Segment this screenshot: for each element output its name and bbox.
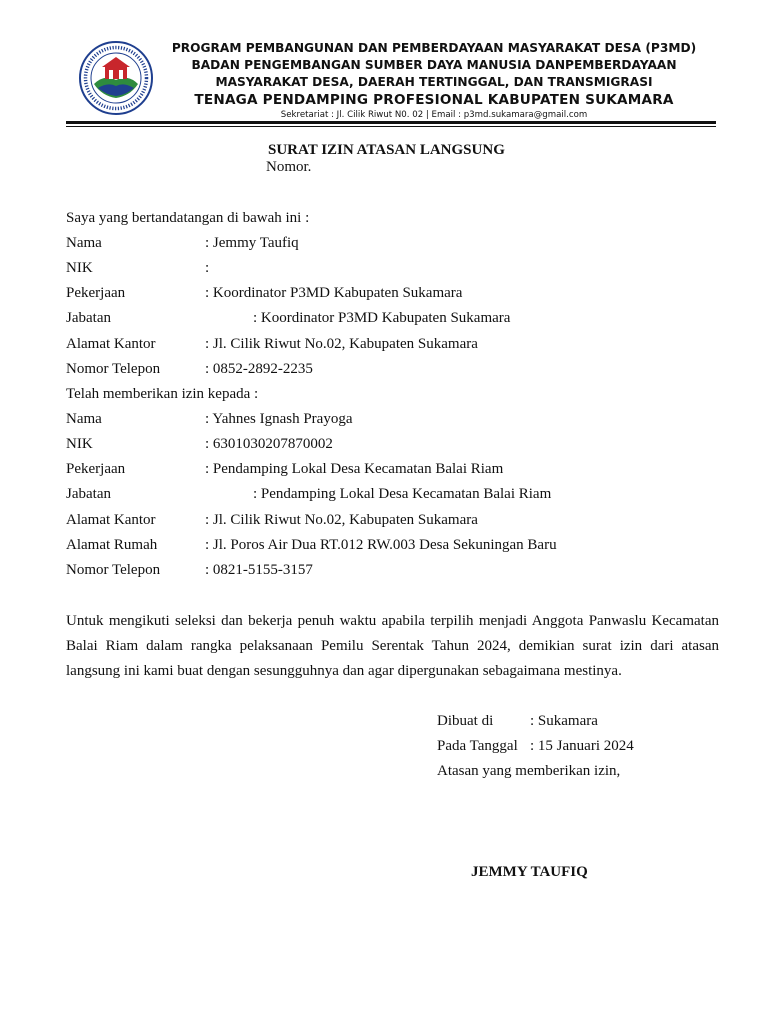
letterhead-text — [152, 40, 716, 121]
grantor-nik-label: NIK — [66, 260, 93, 276]
date-label: Pada Tanggal — [437, 738, 518, 754]
grantor-position-label: Jabatan — [66, 310, 111, 326]
letterhead-line-program: PROGRAM PEMBANGUNAN DAN PEMBERDAYAAN MASYARAKAT DESA (P3MD) — [171, 41, 697, 55]
grantee-nik-value: : 6301030207870002 — [205, 436, 333, 452]
place-value: : Sukamara — [530, 713, 598, 729]
closing-text: Atasan yang memberikan izin, — [437, 763, 621, 779]
grant-intro-text: Telah memberikan izin kepada : — [66, 386, 259, 402]
grantee-name-label: Nama — [66, 411, 102, 427]
grantor-name-label: Nama — [66, 235, 102, 251]
intro-text: Saya yang bertandatangan di bawah ini : — [66, 210, 310, 226]
grantee-name-value: : Yahnes Ignash Prayoga — [205, 411, 353, 427]
grantee-nik-label: NIK — [66, 436, 93, 452]
grantee-office-label: Alamat Kantor — [66, 512, 156, 528]
letterhead-line-address: Sekretariat : Jl. Cilik Riwut N0. 02 | Email : p3md.sukamara@gmail.com — [280, 110, 588, 120]
grantor-nik-value: : — [205, 260, 210, 276]
grantor-job-label: Pekerjaan — [66, 285, 126, 301]
grantee-position-label: Jabatan — [66, 486, 111, 502]
grantee-job-label: Pekerjaan — [66, 461, 126, 477]
grantor-office-label: Alamat Kantor — [66, 336, 156, 352]
letterhead — [66, 38, 716, 124]
signer-name: JEMMY TAUFIQ — [471, 864, 588, 880]
place-label: Dibuat di — [437, 713, 494, 729]
ministry-emblem-icon — [78, 40, 154, 116]
letterhead-rule-thin — [66, 126, 716, 127]
grantee-phone-value: : 0821-5155-3157 — [205, 562, 313, 578]
document-title: SURAT IZIN ATASAN LANGSUNG — [268, 142, 505, 158]
grantor-phone-label: Nomor Telepon — [66, 361, 161, 377]
grantee-home-value: : Jl. Poros Air Dua RT.012 RW.003 Desa Sekuningan Baru — [205, 537, 557, 553]
grantee-home-label: Alamat Rumah — [66, 537, 158, 553]
body-paragraph: Untuk mengikuti seleksi dan bekerja penuh waktu apabila terpilih menjadi Anggota Panwaslu Kecamatan Balai Riam dalam rangka pelaksanaan Pemilu Serentak Tahun 2024, demikian surat izin dari atasan langsung ini kami buat dengan sesungguhnya dan agar dipergunakan sebagaimana mestinya. — [66, 613, 719, 680]
document-number: Nomor. — [266, 159, 312, 175]
letterhead-rule-thick — [66, 121, 716, 124]
grantor-phone-value: : 0852-2892-2235 — [205, 361, 313, 377]
grantor-office-value: : Jl. Cilik Riwut No.02, Kabupaten Sukamara — [205, 336, 478, 352]
grantee-position-value: : Pendamping Lokal Desa Kecamatan Balai Riam — [253, 486, 552, 502]
grantor-position-value: : Koordinator P3MD Kabupaten Sukamara — [253, 310, 511, 326]
letterhead-line-unit: TENAGA PENDAMPING PROFESIONAL KABUPATEN SUKAMARA — [194, 92, 674, 108]
grantee-office-value: : Jl. Cilik Riwut No.02, Kabupaten Sukamara — [205, 512, 478, 528]
letterhead-line-agency: BADAN PENGEMBANGAN SUMBER DAYA MANUSIA DANPEMBERDAYAAN — [191, 58, 677, 72]
date-value: : 15 Januari 2024 — [530, 738, 634, 754]
grantee-job-value: : Pendamping Lokal Desa Kecamatan Balai Riam — [205, 461, 504, 477]
grantee-phone-label: Nomor Telepon — [66, 562, 161, 578]
grantor-name-value: : Jemmy Taufiq — [205, 235, 299, 251]
grantor-job-value: : Koordinator P3MD Kabupaten Sukamara — [205, 285, 463, 301]
letterhead-line-ministry: MASYARAKAT DESA, DAERAH TERTINGGAL, DAN TRANSMIGRASI — [215, 75, 653, 89]
